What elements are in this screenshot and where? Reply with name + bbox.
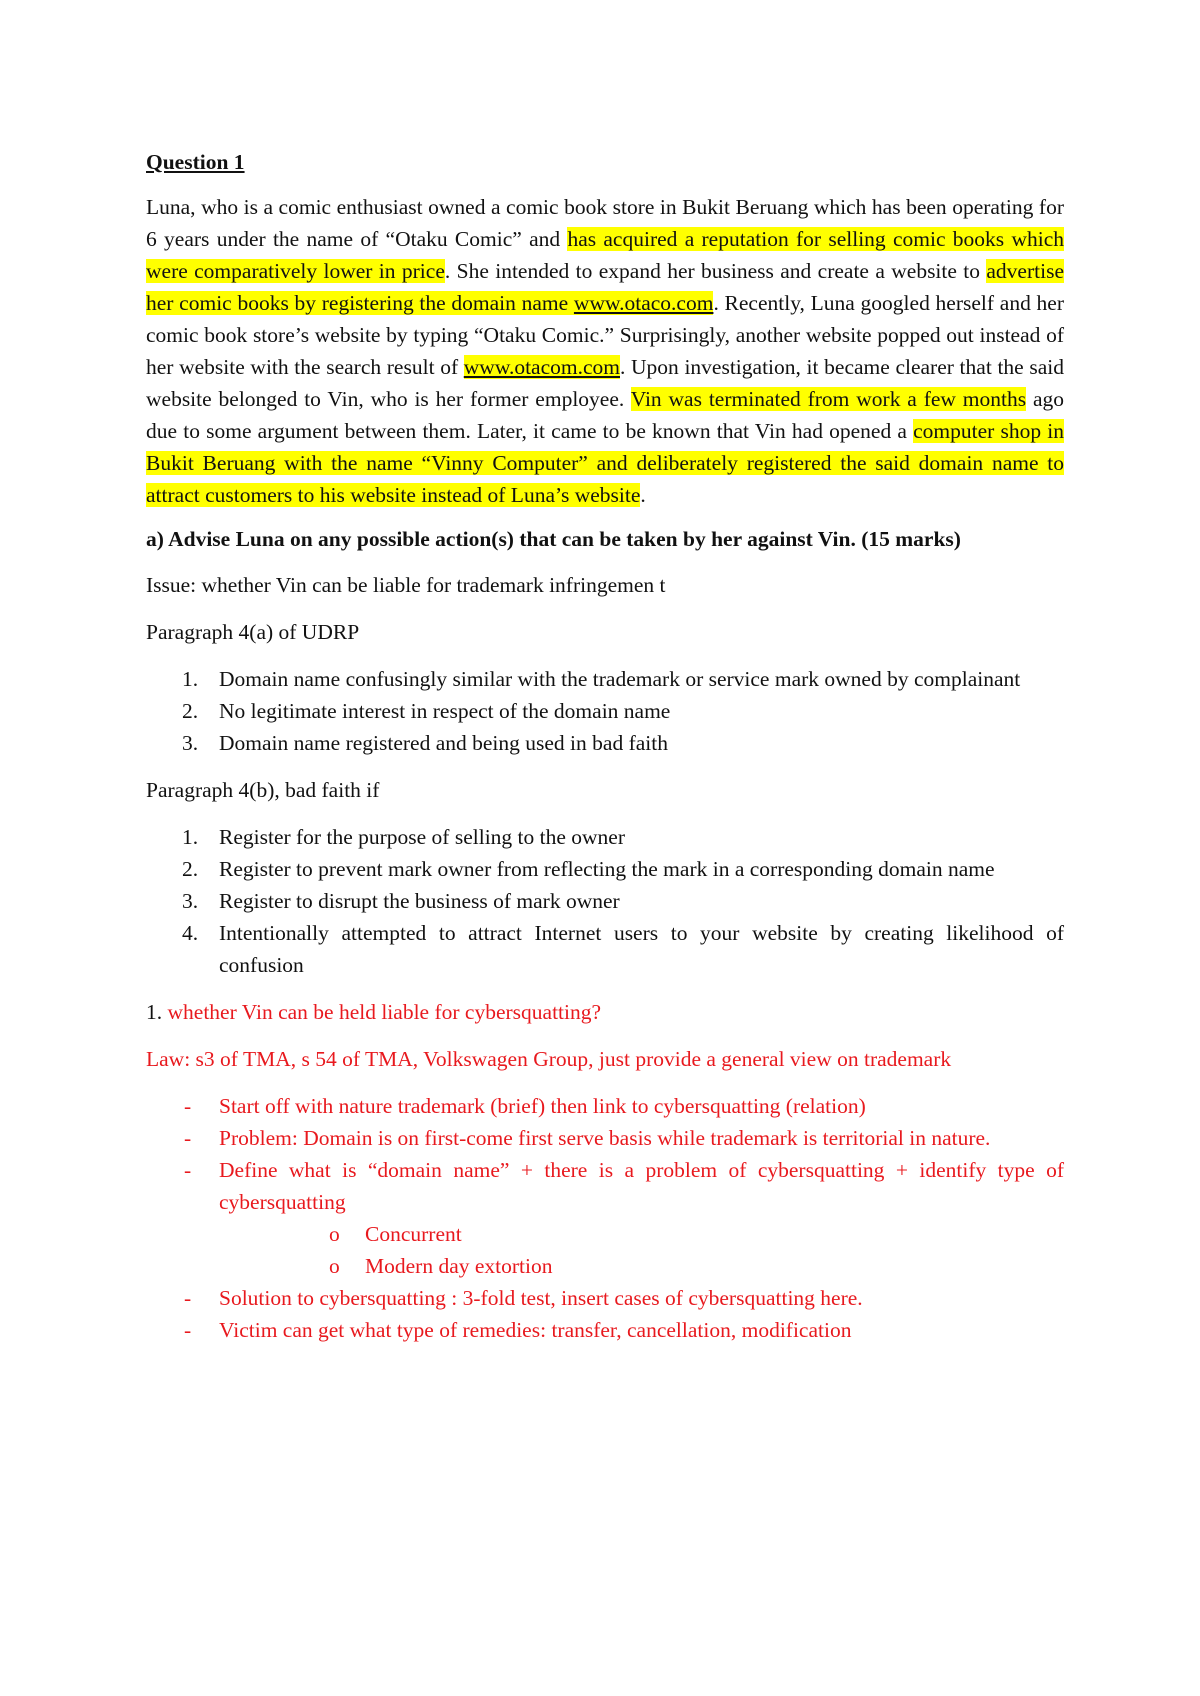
domain-link-otaco[interactable]: www.otaco.com bbox=[573, 291, 714, 315]
dash-bullet: - bbox=[184, 1158, 192, 1182]
list-item-text: Register to disrupt the business of mark owner bbox=[219, 889, 620, 913]
task-prompt: a) Advise Luna on any possible action(s) that can be taken by her against Vin. (15 marks) bbox=[146, 527, 961, 551]
list-item bbox=[146, 853, 1064, 885]
dash-bullet: - bbox=[184, 1094, 192, 1118]
outline-item-text: Start off with nature trademark (brief) then link to cybersquatting (relation) bbox=[219, 1094, 866, 1118]
list-item bbox=[146, 663, 1064, 695]
passage-segment: . bbox=[640, 483, 646, 507]
highlighted-text: advertise her comic books by registering the domain name bbox=[146, 259, 1064, 315]
list-item-text: No legitimate interest in respect of the domain name bbox=[219, 699, 671, 723]
list-item-text: Intentionally attempted to attract Internet users to your website by creating likelihood of confusion bbox=[219, 921, 1064, 977]
answer-point-1 bbox=[146, 996, 1064, 1028]
outline-item-text: Solution to cybersquatting : 3-fold test, insert cases of cybersquatting here. bbox=[219, 1286, 863, 1310]
outline-item bbox=[146, 1282, 1064, 1314]
list-item bbox=[146, 885, 1064, 917]
outline-item-text: Problem: Domain is on first-come first serve basis while trademark is territorial in nature. bbox=[219, 1126, 991, 1150]
list-item bbox=[146, 695, 1064, 727]
list-number: 3. bbox=[182, 889, 199, 913]
list-number: 1. bbox=[182, 825, 199, 849]
highlighted-text: computer shop in Bukit Beruang with the name “Vinny Computer” and deliberately registered the said domain name to attract customers to his website instead of Luna’s website bbox=[146, 419, 1064, 507]
issue-line: Issue: whether Vin can be liable for trademark infringemen t bbox=[146, 573, 666, 597]
outline-item bbox=[146, 1154, 1064, 1282]
list-item bbox=[146, 727, 1064, 759]
list-item bbox=[146, 917, 1064, 981]
point-question: whether Vin can be held liable for cybersquatting? bbox=[162, 1000, 602, 1024]
highlighted-text: has acquired a reputation for selling comic books which were comparatively lower in price bbox=[146, 227, 1064, 283]
list-number: 3. bbox=[182, 731, 199, 755]
outline-item bbox=[146, 1090, 1064, 1122]
law-line: Law: s3 of TMA, s 54 of TMA, Volkswagen Group, just provide a general view on trademark bbox=[146, 1047, 952, 1071]
list-item-text: Domain name registered and being used in bad faith bbox=[219, 731, 668, 755]
list-item-text: Register for the purpose of selling to the owner bbox=[219, 825, 626, 849]
answer-outline-list bbox=[146, 1090, 1064, 1346]
dash-bullet: - bbox=[184, 1286, 192, 1310]
list-item-text: Domain name confusingly similar with the trademark or service mark owned by complainant bbox=[219, 667, 1021, 691]
passage-segment: Luna, who is a comic enthusiast owned a comic book store in Bukit Beruang which has been operating for 6 years under the name of “Otaku Comic” and bbox=[146, 195, 1064, 251]
udrp-4b-title: Paragraph 4(b), bad faith if bbox=[146, 778, 380, 802]
sub-item-text: Modern day extortion bbox=[365, 1254, 553, 1278]
list-number: 4. bbox=[182, 921, 199, 945]
udrp-4a-list bbox=[146, 663, 1064, 759]
circle-bullet: o bbox=[329, 1222, 340, 1246]
passage-segment: . She intended to expand her business and create a website to bbox=[444, 259, 987, 283]
udrp-4a-title: Paragraph 4(a) of UDRP bbox=[146, 620, 360, 644]
sub-item bbox=[219, 1218, 1064, 1250]
list-number: 2. bbox=[182, 857, 199, 881]
domain-link-otacom[interactable]: www.otacom.com bbox=[463, 355, 620, 379]
list-number: 1. bbox=[182, 667, 199, 691]
scenario-paragraph bbox=[146, 191, 1064, 511]
sub-item bbox=[219, 1250, 1064, 1282]
outline-item-text: Victim can get what type of remedies: transfer, cancellation, modification bbox=[219, 1318, 852, 1342]
outline-item bbox=[146, 1314, 1064, 1346]
outline-item-text: Define what is “domain name” + there is a problem of cybersquatting + identify type of cybersquatting bbox=[219, 1158, 1064, 1214]
sub-item-text: Concurrent bbox=[365, 1222, 462, 1246]
question-heading: Question 1 bbox=[146, 150, 245, 174]
point-number: 1. bbox=[146, 1000, 163, 1024]
circle-bullet: o bbox=[329, 1254, 340, 1278]
list-item-text: Register to prevent mark owner from reflecting the mark in a corresponding domain name bbox=[219, 857, 995, 881]
highlighted-text: Vin was terminated from work a few months bbox=[630, 387, 1027, 411]
passage-segment: . Upon investigation, it became clearer that the said website belonged to Vin, who is her former employee. bbox=[146, 355, 1064, 411]
outline-item bbox=[146, 1122, 1064, 1154]
udrp-4b-list bbox=[146, 821, 1064, 981]
passage-segment: . Recently, Luna googled herself and her comic book store’s website by typing “Otaku Comic.” Surprisingly, another website popped out instead of her website with the search result of bbox=[146, 291, 1064, 379]
dash-bullet: - bbox=[184, 1318, 192, 1342]
dash-bullet: - bbox=[184, 1126, 192, 1150]
list-item bbox=[146, 821, 1064, 853]
list-number: 2. bbox=[182, 699, 199, 723]
passage-segment: ago due to some argument between them. Later, it came to be known that Vin had opened a bbox=[146, 387, 1064, 443]
cybersquatting-types-list bbox=[219, 1218, 1064, 1282]
